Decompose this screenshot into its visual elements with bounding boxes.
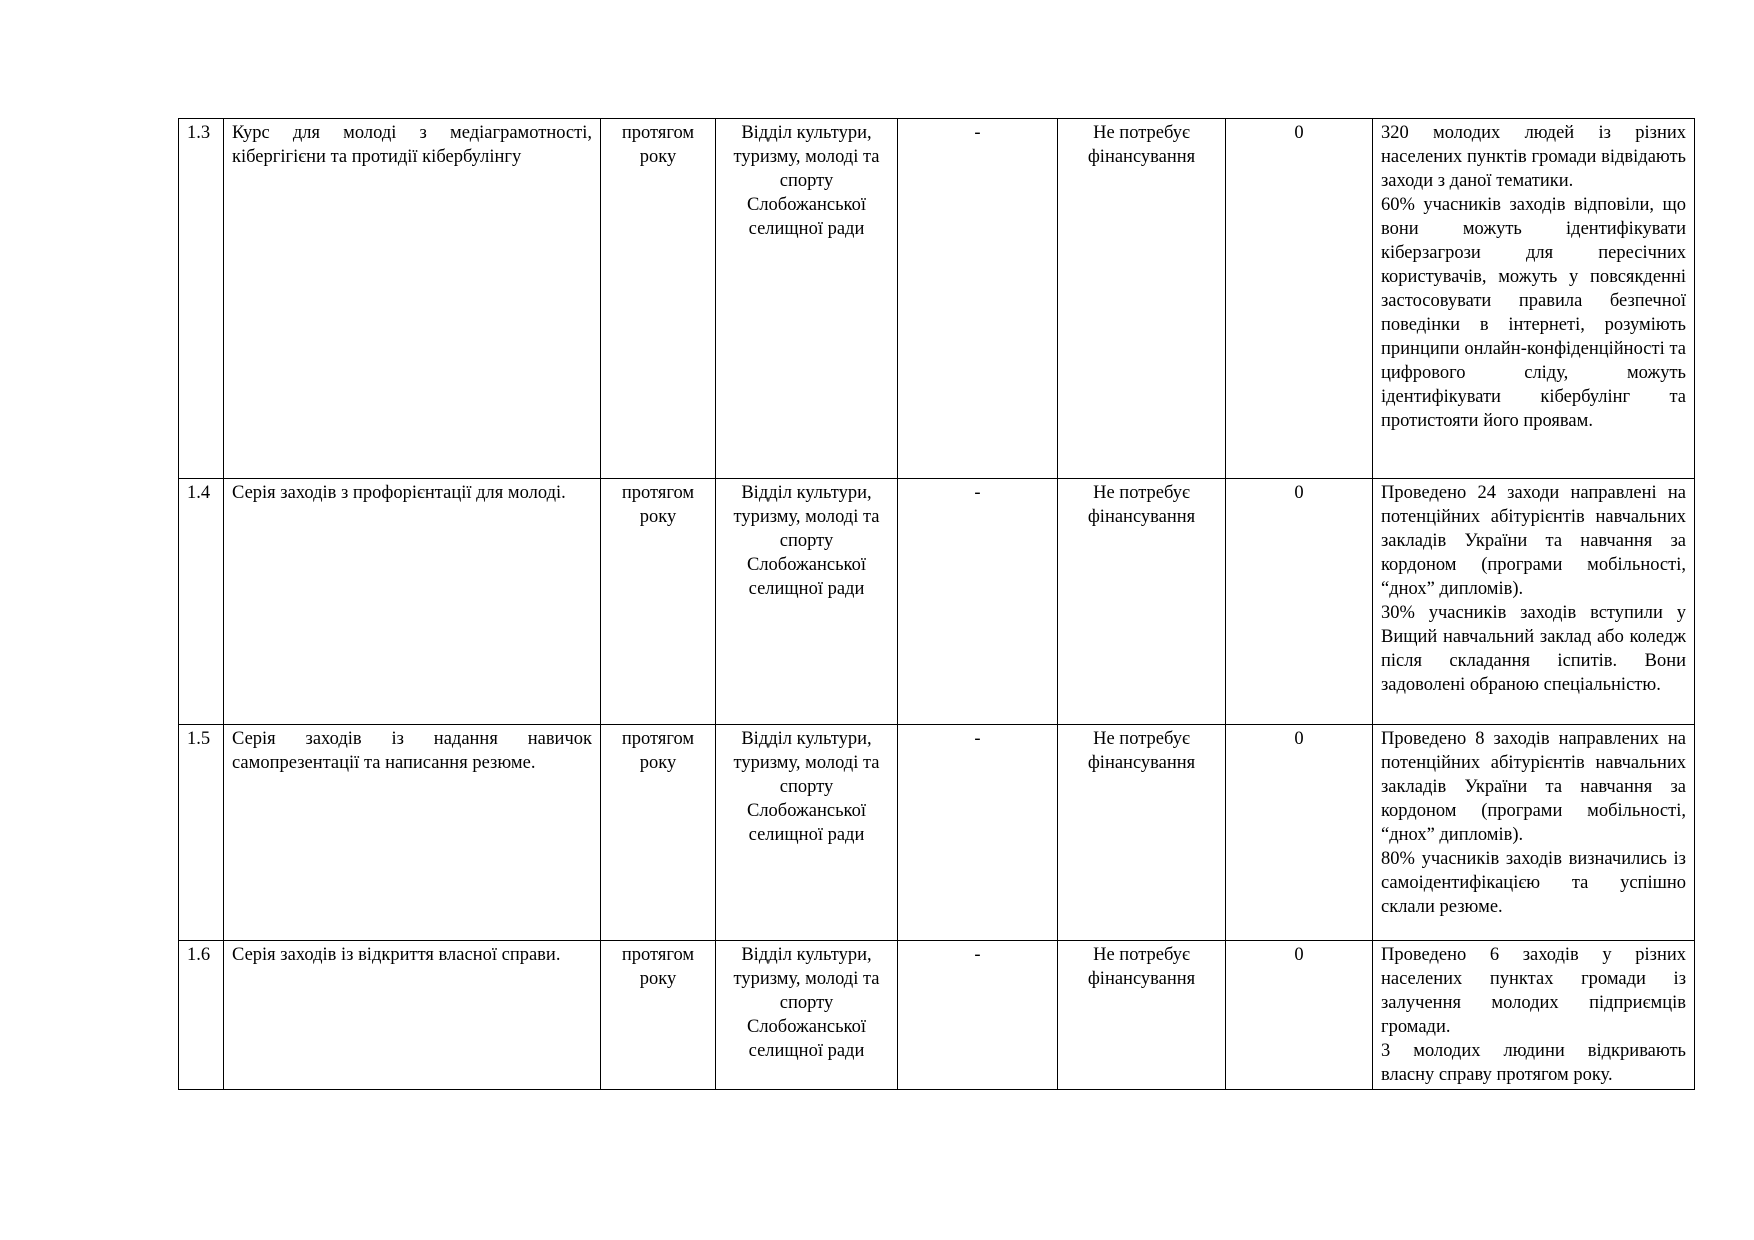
funding-source: Не потребує фінансування bbox=[1058, 941, 1226, 1090]
measure-term: протягом року bbox=[601, 119, 716, 479]
result-paragraph: 60% учасників заходів відповіли, що вони можуть ідентифікувати кіберзагрози для пересічних користувачів, можуть у повсякденні застосовувати правила безпечної поведінки в інтернеті, розуміють принципи онлайн-конфіденційності та цифрового сліду, можуть ідентифікувати кібербулінг та протистояти його проявам. bbox=[1381, 195, 1686, 431]
table-row bbox=[179, 725, 1695, 941]
measures-table bbox=[178, 118, 1695, 1090]
table-row bbox=[179, 119, 1695, 479]
measure-name: Курс для молоді з медіаграмотності, кібергігієни та протидії кібербулінгу bbox=[224, 119, 601, 479]
row-number: 1.3 bbox=[179, 119, 224, 479]
measure-name: Серія заходів із відкриття власної справи. bbox=[224, 941, 601, 1090]
empty-value-dash: - bbox=[898, 941, 1058, 1090]
measure-term: протягом року bbox=[601, 725, 716, 941]
row-number: 1.4 bbox=[179, 479, 224, 725]
result-paragraph: Проведено 6 заходів у різних населених пунктах громади із залучення молодих підприємців громади. bbox=[1381, 945, 1686, 1037]
result-paragraph: 80% учасників заходів визначились із самоідентифікацією та успішно склали резюме. bbox=[1381, 849, 1686, 917]
result-paragraph: 3 молодих людини відкривають власну справу протягом року. bbox=[1381, 1041, 1686, 1085]
expected-result bbox=[1373, 479, 1695, 725]
funding-amount: 0 bbox=[1226, 725, 1373, 941]
responsible-executor: Відділ культури, туризму, молоді та спорту Слобожанської селищної ради bbox=[716, 119, 898, 479]
expected-result bbox=[1373, 119, 1695, 479]
responsible-executor: Відділ культури, туризму, молоді та спорту Слобожанської селищної ради bbox=[716, 725, 898, 941]
funding-source: Не потребує фінансування bbox=[1058, 725, 1226, 941]
empty-value-dash: - bbox=[898, 479, 1058, 725]
funding-source: Не потребує фінансування bbox=[1058, 119, 1226, 479]
measure-term: протягом року bbox=[601, 479, 716, 725]
empty-value-dash: - bbox=[898, 119, 1058, 479]
result-paragraph: 30% учасників заходів вступили у Вищий навчальний заклад або коледж після складання іспитів. Вони задоволені обраною спеціальністю. bbox=[1381, 603, 1686, 695]
funding-amount: 0 bbox=[1226, 479, 1373, 725]
result-paragraph: 320 молодих людей із різних населених пунктів громади відвідають заходи з даної тематики. bbox=[1381, 123, 1686, 191]
measure-name: Серія заходів з профорієнтації для молоді. bbox=[224, 479, 601, 725]
expected-result bbox=[1373, 941, 1695, 1090]
funding-source: Не потребує фінансування bbox=[1058, 479, 1226, 725]
funding-amount: 0 bbox=[1226, 941, 1373, 1090]
table-row bbox=[179, 941, 1695, 1090]
result-paragraph: Проведено 24 заходи направлені на потенційних абітурієнтів навчальних закладів України та навчання за кордоном (програми мобільності, “днох” дипломів). bbox=[1381, 483, 1686, 599]
responsible-executor: Відділ культури, туризму, молоді та спорту Слобожанської селищної ради bbox=[716, 479, 898, 725]
result-paragraph: Проведено 8 заходів направлених на потенційних абітурієнтів навчальних закладів України та навчання за кордоном (програми мобільності, “днох” дипломів). bbox=[1381, 729, 1686, 845]
row-number: 1.5 bbox=[179, 725, 224, 941]
expected-result bbox=[1373, 725, 1695, 941]
empty-value-dash: - bbox=[898, 725, 1058, 941]
measure-name: Серія заходів із надання навичок самопрезентації та написання резюме. bbox=[224, 725, 601, 941]
funding-amount: 0 bbox=[1226, 119, 1373, 479]
responsible-executor: Відділ культури, туризму, молоді та спорту Слобожанської селищної ради bbox=[716, 941, 898, 1090]
table-row bbox=[179, 479, 1695, 725]
row-number: 1.6 bbox=[179, 941, 224, 1090]
measure-term: протягом року bbox=[601, 941, 716, 1090]
